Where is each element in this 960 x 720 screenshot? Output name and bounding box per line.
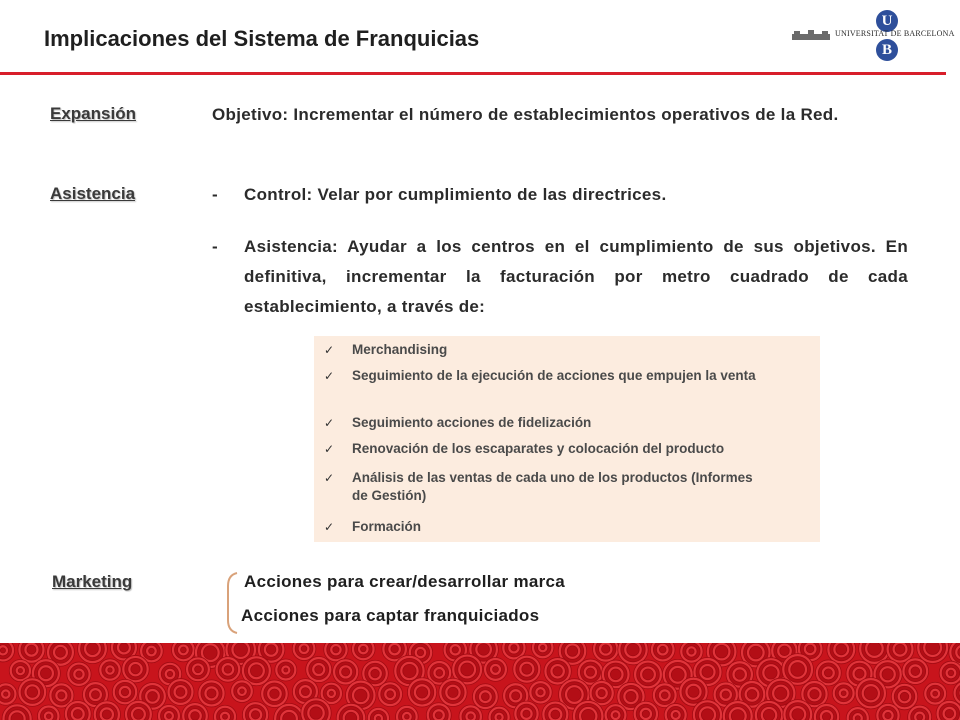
checkmark-icon: ✓ bbox=[324, 442, 335, 456]
rose-shape bbox=[0, 683, 17, 705]
rose-shape bbox=[275, 659, 297, 681]
checkmark-icon: ✓ bbox=[324, 343, 335, 357]
bracket-icon bbox=[224, 572, 238, 634]
building-icon bbox=[792, 30, 830, 40]
rose-shape bbox=[215, 657, 241, 683]
checkmark-icon: ✓ bbox=[324, 520, 335, 534]
rose-shape bbox=[0, 643, 15, 662]
footer-rose-pattern bbox=[0, 643, 960, 720]
rose-shape bbox=[2, 704, 32, 720]
logo-seal-u: U bbox=[876, 10, 898, 32]
rose-shape bbox=[650, 643, 675, 662]
rose-shape bbox=[832, 682, 855, 705]
university-logo bbox=[792, 8, 955, 62]
rose-shape bbox=[593, 643, 619, 662]
logo-seal-b: B bbox=[876, 39, 898, 61]
rose-shape bbox=[186, 657, 211, 682]
rose-shape bbox=[439, 678, 467, 706]
title-divider bbox=[0, 72, 946, 75]
rose-shape bbox=[78, 643, 108, 664]
asistencia-help-text: Asistencia: Ayudar a los centros en el cumplimiento de sus objetivos. En definitiva, incrementar la facturación por metro cuadrado de cada establecimiento, a través de: bbox=[244, 237, 908, 316]
rose-shape bbox=[531, 643, 553, 659]
rose-shape bbox=[396, 705, 419, 720]
rose-shape bbox=[18, 678, 47, 707]
rose-shape bbox=[67, 662, 91, 686]
rose-shape bbox=[261, 680, 289, 708]
rose-shape bbox=[99, 659, 121, 681]
rose-shape bbox=[214, 705, 237, 720]
rose-shape bbox=[122, 655, 149, 682]
rose-shape bbox=[855, 678, 886, 709]
checkmark-icon: ✓ bbox=[324, 369, 335, 383]
rose-shape bbox=[378, 682, 403, 707]
rose-shape bbox=[242, 702, 268, 720]
rose-shape bbox=[352, 643, 376, 661]
marketing-item-franchisees: Acciones para captar franquiciados bbox=[241, 606, 540, 625]
rose-shape bbox=[902, 658, 929, 685]
university-name: UNIVERSITAT DE BARCELONA bbox=[835, 29, 955, 38]
rose-shape bbox=[472, 684, 498, 710]
checkmark-icon: ✓ bbox=[324, 471, 335, 485]
rose-shape bbox=[167, 679, 194, 706]
rose-shape bbox=[939, 661, 960, 685]
checkmark-icon: ✓ bbox=[324, 416, 335, 430]
expansion-text: Objetivo: Incrementar el número de establecimientos operativos de la Red. bbox=[212, 105, 839, 124]
marketing-label: Marketing bbox=[52, 572, 133, 591]
page-title: Implicaciones del Sistema de Franquicias bbox=[44, 26, 480, 51]
marketing-item-brand: Acciones para crear/desarrollar marca bbox=[244, 572, 566, 591]
asistencia-control-text: Control: Velar por cumplimiento de las directrices. bbox=[244, 185, 667, 204]
rose-shape bbox=[198, 680, 225, 707]
asistencia-bullet-2: - bbox=[212, 237, 218, 256]
rose-shape bbox=[484, 657, 508, 681]
rose-shape bbox=[846, 707, 869, 720]
rose-shape bbox=[513, 655, 541, 683]
asistencia-label: Asistencia bbox=[50, 184, 136, 203]
rose-shape bbox=[367, 707, 389, 720]
rose-shape bbox=[306, 657, 332, 683]
rose-pattern-icon bbox=[0, 643, 960, 720]
rose-shape bbox=[231, 680, 254, 703]
expansion-label: Expansión bbox=[50, 104, 136, 123]
rose-shape bbox=[407, 678, 436, 707]
checklist-box: ✓ Merchandising ✓ Seguimiento de la ejecución de acciones que empujen la venta ✓ Seguimiento acciones de fidelización ✓ Renovación de los escaparates y colocación del producto ✓ Análisis de las ventas de cada uno de los productos (Informes de Gestión) ✓ Formación bbox=[314, 336, 820, 542]
rose-shape bbox=[529, 681, 552, 704]
asistencia-bullet-1: - bbox=[212, 185, 218, 204]
